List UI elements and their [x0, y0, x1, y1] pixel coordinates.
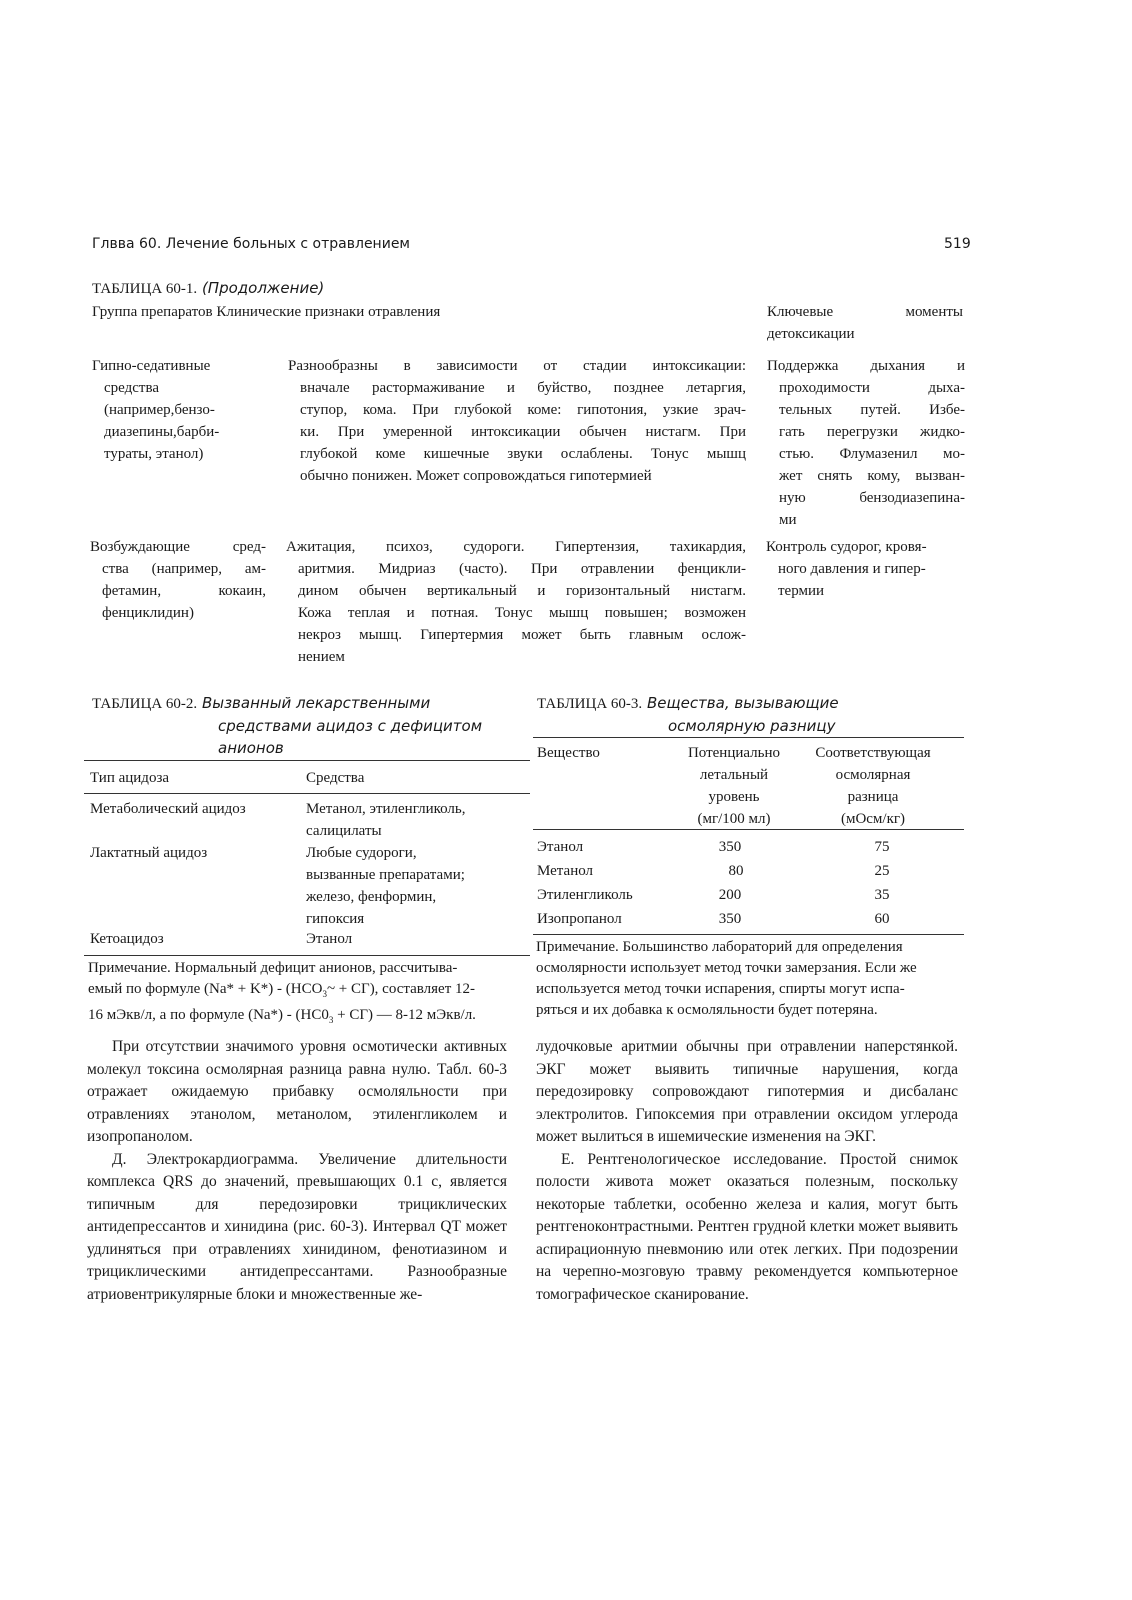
cell-line: гипоксия: [306, 911, 365, 927]
cell-line: нением: [298, 649, 345, 665]
table2-caption-line: анионов: [218, 739, 284, 757]
table3-note-line: осмолярности использует метод точки замерзания. Если же: [536, 960, 917, 976]
table2-row-type: Кетоацидоз: [90, 931, 164, 947]
cell-line: жет снять кому, вызван-: [779, 468, 965, 484]
cell-line: фетамин, кокаин,: [102, 583, 266, 599]
cell-line: некроз мышц. Гипертермия может быть главным ослож-: [298, 627, 746, 643]
table1-col-detox-line: Ключевые моменты: [767, 304, 963, 320]
cell-line: железо, фенформин,: [306, 889, 437, 905]
table3-caption-line: осмолярную разницу: [668, 717, 836, 735]
table1-row2-signs: [286, 536, 746, 668]
table3-note-line: используется метод точки испарения, спирты могут испа-: [536, 981, 905, 997]
table1-col-detox-line: детоксикации: [767, 326, 855, 342]
body-paragraph: При отсутствии значимого уровня осмотически активных молекул токсина осмолярная разница равна нулю. Табл. 60-3 отражает ожидаемую прибавку осмоляльности при отравлениях этанолом, метанолом, этиленгликолем и изопропанолом.: [87, 1038, 507, 1145]
table3-header-lethal: [674, 742, 794, 830]
cell-line: Этанол: [306, 931, 353, 947]
table2-row-agents: [306, 842, 465, 930]
table3-header-rule: [533, 829, 964, 830]
table1-row1-detox: [767, 355, 965, 531]
table2-caption: [92, 692, 522, 759]
body-left-column: [87, 1036, 507, 1306]
table3-row-osm: 35: [874, 887, 890, 903]
table2-caption-line: средствами ацидоз с дефицитом: [218, 717, 483, 735]
cell-line: уровень: [708, 789, 760, 805]
cell-line: гать перегрузки жидко-: [779, 424, 965, 440]
cell-line: проходимости дыха-: [779, 380, 965, 396]
table2-row-type: Метаболический ацидоз: [90, 801, 246, 817]
running-head: Глвва 60. Лечение больных с отравлением: [92, 236, 410, 252]
table1-col-detox: [767, 301, 963, 345]
table2-row-agents: [306, 798, 466, 842]
table2-top-rule: [84, 760, 530, 761]
cell-line: ки. При умеренной интоксикации обычен нистагм. При: [300, 424, 746, 440]
cell-line: фенциклидин): [102, 605, 194, 621]
cell-line: вначале растормаживание и буйство, позднее летаргия,: [300, 380, 746, 396]
table3-row-substance: Метанол: [537, 863, 594, 879]
table3-row-substance: Этиленгликоль: [537, 887, 633, 903]
table1-caption-title: (Продолжение): [201, 279, 325, 297]
body-paragraph: Д. Электрокардиограмма. Увеличение длительности комплекса QRS до значений, превышающих 0.1 с, является типичным для передозировки трициклических антидепрессантов и хинидина (рис. 60-3). Интервал QT может удлиняться при отравлениях хинидином, фенотиазином и трициклическими антидепрессантами. Разнообразные атриовентрикулярные блоки и множественные же-: [87, 1150, 507, 1303]
cell-line: Любые судороги,: [306, 845, 417, 861]
note-text: 16 мЭкв/л, а по формуле (Na*) - (HC0: [88, 1007, 329, 1023]
cell-line: средства: [104, 380, 160, 396]
note-text: ~ + CГ), составляет 12-: [326, 981, 475, 997]
table2-caption-prefix: ТАБЛИЦА 60-2.: [92, 696, 198, 712]
cell-line: Ажитация, психоз, судороги. Гипертензия, тахикардия,: [286, 539, 746, 555]
table3-row-lethal: 200: [718, 887, 742, 903]
cell-line: ную бензодиазепина-: [779, 490, 965, 506]
table3-note-line: Примечание. Большинство лабораторий для определения: [536, 939, 903, 955]
table1-caption: [92, 279, 324, 298]
table1-row2-detox: [766, 536, 962, 602]
cell-line: ступор, кома. При глубокой коме: гипотония, узкие зрач-: [300, 402, 746, 418]
table1-col-signs: Клинические признаки отравления: [216, 304, 441, 320]
body-paragraph: лудочковые аритмии обычны при отравлении наперстянкой. ЭКГ может выявить типичные нарушения, когда передозировку сопровождают гипотермия и дисбаланс электролитов. Гипоксемия при отравлении оксидом углерода может вылиться в ишемические изменения на ЭКГ.: [536, 1038, 958, 1145]
note-text: + CГ) — 8-12 мЭкв/л.: [333, 1007, 476, 1023]
table3-caption: [537, 692, 967, 737]
cell-line: (например,бензо-: [104, 402, 215, 418]
note-sub: 3: [328, 1015, 334, 1025]
cell-line: стью. Флумазенил мо-: [779, 446, 965, 462]
table3-header-substance: Вещество: [537, 745, 600, 761]
table3-note-line: ряться и их добавка к осмоляльности будет потеряна.: [536, 1002, 878, 1018]
cell-line: вызванные препаратами;: [306, 867, 465, 883]
cell-line: разница: [847, 789, 899, 805]
cell-line: Возбуждающие сред-: [90, 539, 266, 555]
cell-line: Метанол, этиленгликоль,: [306, 801, 466, 817]
table2-row-agents: [306, 928, 352, 950]
table3-header-osm: [790, 742, 956, 830]
table2-bottom-rule: [84, 955, 530, 956]
cell-line: ства (например, ам-: [102, 561, 266, 577]
table3-bottom-rule: [533, 934, 964, 935]
table1-col-header-row: [92, 301, 440, 323]
cell-line: ми: [779, 512, 797, 528]
table2-row-type: Лактатный ацидоз: [90, 845, 208, 861]
cell-line: Разнообразны в зависимости от стадии интоксикации:: [288, 358, 746, 374]
note-text: емый по формуле (Na* + K*) - (HCO: [88, 981, 323, 997]
table3-row-lethal: 80: [728, 863, 744, 879]
cell-line: салицилаты: [306, 823, 382, 839]
cell-line: летальный: [699, 767, 769, 783]
cell-line: Соответствующая: [815, 745, 931, 761]
cell-line: аритмия. Мидриаз (часто). При отравлении фенцикли-: [298, 561, 746, 577]
table1-row2-group: [90, 536, 266, 624]
table1-row1-signs: [288, 355, 746, 487]
table2-note-line: [88, 1005, 534, 1031]
cell-line: тельных путей. Избе-: [779, 402, 965, 418]
table3-row-osm: 75: [874, 839, 890, 855]
cell-line: Кожа теплая и потная. Тонус мышц повышен; возможен: [298, 605, 746, 621]
table1-row1-group: [92, 355, 262, 465]
table2-note: [88, 958, 534, 1031]
cell-line: тураты, этанол): [104, 446, 204, 462]
table3-note: [536, 937, 988, 1021]
table2-note-line: Примечание. Нормальный дефицит анионов, рассчитыва-: [88, 960, 458, 976]
table3-row-osm: 60: [874, 911, 890, 927]
table3-top-rule: [533, 737, 964, 738]
body-paragraph: Е. Рентгенологическое исследование. Простой снимок полости живота может оказаться полезным, поскольку некоторые таблетки, особенно железа и калия, могут быть рентгеноконтрастными. Рентген грудной клетки может выявить аспирационную пневмонию или отек легких. При подозрении на черепно-мозговую травму рекомендуется компьютерное томографическое сканирование.: [536, 1150, 958, 1303]
table2-note-line: [88, 979, 534, 1005]
cell-line: Контроль судорог, кровя-: [766, 539, 927, 555]
cell-line: Потенциально: [687, 745, 781, 761]
cell-line: (мОсм/кг): [840, 811, 906, 827]
note-sub: 3: [322, 989, 327, 999]
cell-line: глубокой коме кишечные звуки ослаблены. Тонус мышц: [300, 446, 746, 462]
table1-col-group: Группа препаратов: [92, 304, 213, 320]
cell-line: ного давления и гипер-: [778, 561, 926, 577]
table2-header-rule: [84, 793, 530, 794]
cell-line: дином обычен вертикальный и горизонтальный нистагм.: [298, 583, 746, 599]
table3-row-lethal: 350: [718, 839, 742, 855]
cell-line: Поддержка дыхания и: [767, 358, 965, 374]
table1-caption-prefix: ТАБЛИЦА 60-1.: [92, 281, 198, 297]
table2-caption-line: Вызванный лекарственными: [201, 694, 431, 712]
table3-row-osm: 25: [874, 863, 890, 879]
body-right-column: [536, 1036, 958, 1306]
cell-line: Гипно-седативные: [92, 358, 211, 374]
table2-header-agents: Средства: [306, 770, 365, 786]
table3-caption-prefix: ТАБЛИЦА 60-3.: [537, 696, 643, 712]
table2-header-type: Тип ацидоза: [90, 770, 170, 786]
table3-caption-line: Вещества, вызывающие: [646, 694, 839, 712]
cell-line: термии: [778, 583, 825, 599]
table3-row-lethal: 350: [718, 911, 742, 927]
cell-line: осмолярная: [835, 767, 911, 783]
cell-line: (мг/100 мл): [697, 811, 771, 827]
table3-row-substance: Этанол: [537, 839, 584, 855]
cell-line: обычно понижен. Может сопровождаться гипотермией: [300, 468, 652, 484]
cell-line: диазепины,барби-: [104, 424, 220, 440]
table3-row-substance: Изопропанол: [537, 911, 622, 927]
page-number: 519: [944, 236, 971, 252]
